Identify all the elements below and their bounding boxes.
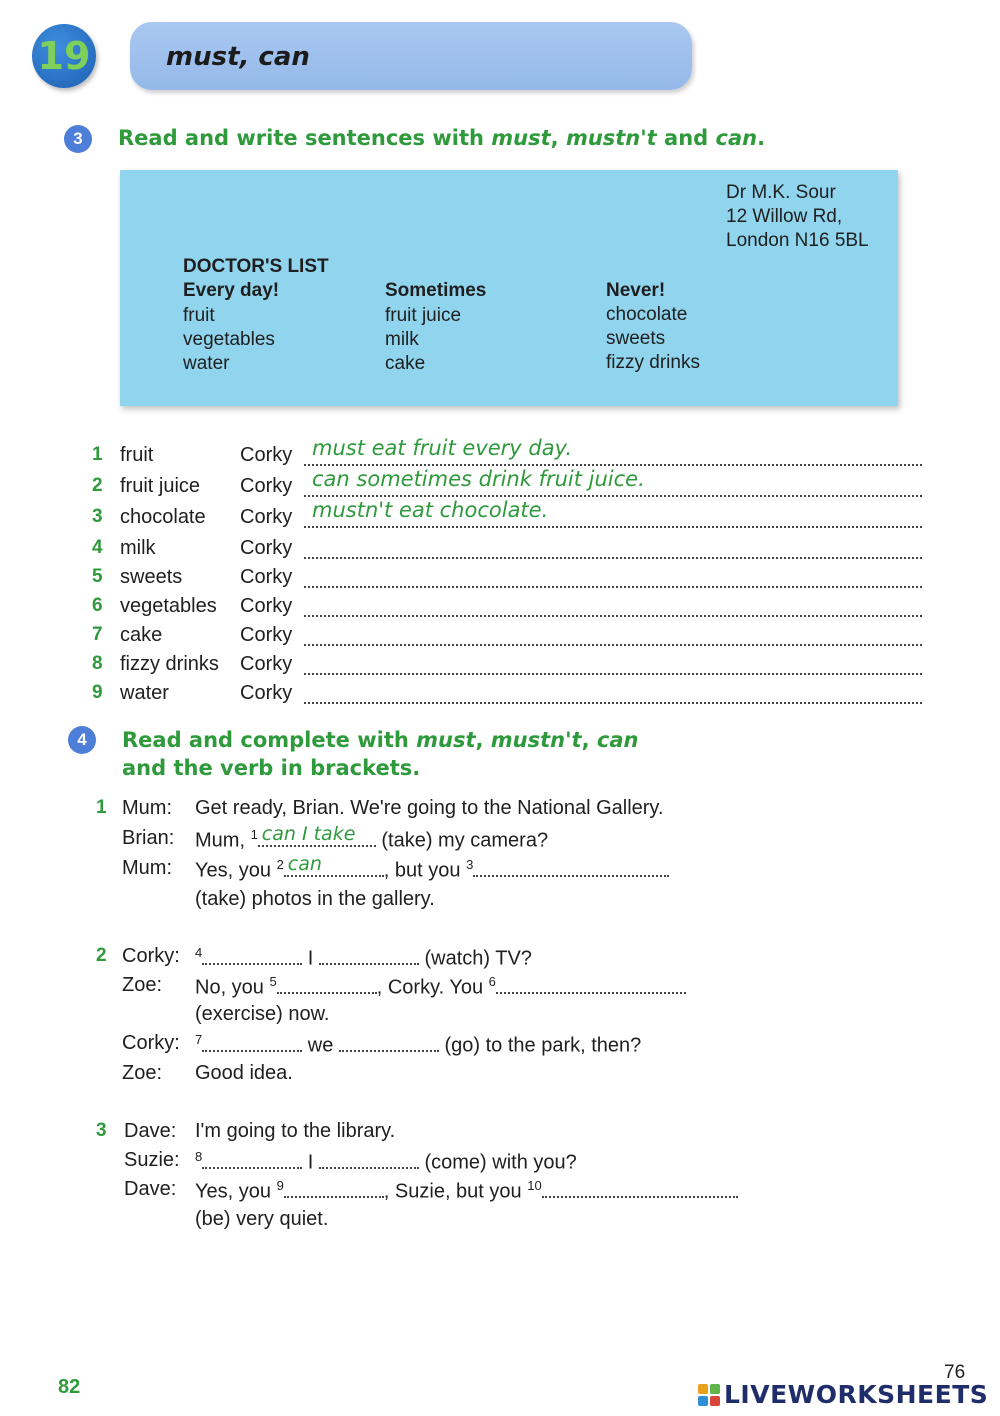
- dialogue-number: 2: [96, 945, 107, 966]
- dialogue-line: (take) photos in the gallery.: [195, 888, 435, 910]
- answer-gap[interactable]: [277, 976, 377, 994]
- dialogue-line: No, you $^5$ , Corky. You $^6$: [195, 974, 686, 1000]
- page-number: 82: [58, 1376, 81, 1398]
- list-item: sweets: [606, 328, 666, 349]
- list-item: vegetables: [183, 329, 275, 350]
- unit-title-bar: [130, 22, 692, 90]
- answer-gap[interactable]: [202, 1034, 302, 1052]
- answer-gap[interactable]: [473, 859, 669, 877]
- answer-line[interactable]: [304, 526, 922, 528]
- row-name: Corky: [240, 506, 293, 528]
- handwritten-answer: can: [287, 852, 322, 875]
- exercise-3-row: [92, 533, 922, 561]
- row-number: 6: [92, 595, 103, 616]
- exercise-3-row: [92, 562, 922, 590]
- dialogue-number: 1: [96, 797, 107, 818]
- row-word: vegetables: [120, 595, 217, 617]
- exercise-3-row: [92, 467, 922, 499]
- row-name: Corky: [240, 566, 293, 588]
- column-heading-sometimes: Sometimes: [385, 280, 487, 301]
- unit-title: must, can: [166, 42, 310, 72]
- speaker: Mum:: [122, 857, 172, 879]
- answer-line[interactable]: [304, 464, 922, 466]
- list-item: cake: [385, 353, 426, 374]
- answer-gap[interactable]: [319, 947, 419, 965]
- exercise-4-title: Read and complete with must, mustn't, can and the verb in brackets.: [122, 728, 639, 780]
- dialogue-line: (exercise) now.: [195, 1003, 330, 1025]
- row-name: Corky: [240, 624, 293, 646]
- doctors-list-heading: DOCTOR'S LIST: [183, 256, 329, 277]
- answer-gap[interactable]: [542, 1180, 738, 1198]
- answer-gap[interactable]: [496, 976, 686, 994]
- column-heading-every-day: Every day!: [183, 280, 280, 301]
- answer-line[interactable]: [304, 495, 922, 497]
- handwritten-answer: mustn't eat chocolate.: [312, 498, 549, 522]
- row-number: 2: [92, 475, 103, 496]
- answer-gap[interactable]: [202, 947, 302, 965]
- list-item: fizzy drinks: [606, 352, 700, 373]
- row-number: 1: [92, 444, 103, 465]
- dialogue-number: 3: [96, 1120, 107, 1141]
- answer-line[interactable]: [304, 615, 922, 617]
- address-line-3: London N16 5BL: [726, 230, 869, 251]
- row-name: Corky: [240, 444, 293, 466]
- answer-line[interactable]: [304, 673, 922, 675]
- row-name: Corky: [240, 595, 293, 617]
- speaker: Brian:: [122, 827, 175, 849]
- brand-name: LIVEWORKSHEETS: [724, 1380, 989, 1409]
- row-word: fruit juice: [120, 475, 201, 497]
- column-heading-never: Never!: [606, 280, 666, 301]
- exercise-3-row: [92, 591, 922, 619]
- worksheet-count: 76: [944, 1362, 966, 1383]
- answer-line[interactable]: [304, 644, 922, 646]
- exercise-3-row: [92, 620, 922, 648]
- answer-line[interactable]: [304, 557, 922, 559]
- dialogue-line: $^7$ we (go) to the park, then?: [195, 1032, 642, 1057]
- speaker: Mum:: [122, 797, 172, 819]
- list-item: fruit: [183, 305, 215, 326]
- exercise-3-title: Read and write sentences with must, mustn't and can.: [118, 126, 766, 150]
- row-number: 8: [92, 653, 103, 674]
- answer-gap[interactable]: [258, 822, 376, 847]
- address-line-1: Dr M.K. Sour: [726, 182, 836, 203]
- unit-number-badge: 19: [32, 24, 96, 88]
- answer-gap[interactable]: [339, 1034, 439, 1052]
- row-name: Corky: [240, 682, 293, 704]
- row-number: 4: [92, 537, 103, 558]
- answer-line[interactable]: [304, 702, 922, 704]
- row-word: sweets: [120, 566, 183, 588]
- exercise-3-row: [92, 649, 922, 677]
- row-number: 9: [92, 682, 103, 703]
- row-word: chocolate: [120, 506, 206, 528]
- speaker: Corky:: [122, 1032, 180, 1054]
- dialogue-line: $^4$ I (watch) TV?: [195, 945, 532, 970]
- row-name: Corky: [240, 653, 293, 675]
- dialogue-line: Yes, you $^9$ , Suzie, but you $^{10}$: [195, 1178, 738, 1204]
- dialogue-line: $^8$ I (come) with you?: [195, 1149, 577, 1174]
- dialogue-line: Yes, you $^2$ can , but you $^3$: [195, 857, 669, 883]
- list-item: water: [183, 353, 230, 374]
- exercise-3-row: [92, 436, 922, 468]
- dialogue-line: I'm going to the library.: [195, 1120, 396, 1142]
- address-line-2: 12 Willow Rd,: [726, 206, 843, 227]
- exercise-3-badge: 3: [64, 125, 92, 153]
- doctors-list-note: [120, 170, 898, 406]
- list-item: milk: [385, 329, 419, 350]
- row-word: water: [120, 682, 169, 704]
- row-word: fizzy drinks: [120, 653, 219, 675]
- liveworksheets-logo-icon: [698, 1384, 720, 1406]
- row-word: cake: [120, 624, 163, 646]
- list-item: chocolate: [606, 304, 688, 325]
- dialogue-line: Get ready, Brian. We're going to the National Gallery.: [195, 797, 664, 819]
- answer-line[interactable]: [304, 586, 922, 588]
- row-number: 3: [92, 506, 103, 527]
- speaker: Dave:: [124, 1120, 177, 1142]
- answer-gap[interactable]: [284, 852, 384, 877]
- answer-gap[interactable]: [202, 1151, 302, 1169]
- exercise-3-row: [92, 498, 922, 530]
- speaker: Corky:: [122, 945, 180, 967]
- row-word: milk: [120, 537, 156, 559]
- dialogue-line: Good idea.: [195, 1062, 293, 1084]
- row-name: Corky: [240, 537, 293, 559]
- exercise-3-row: [92, 678, 922, 706]
- speaker: Zoe:: [122, 1062, 163, 1084]
- handwritten-answer: must eat fruit every day.: [312, 436, 573, 460]
- row-number: 7: [92, 624, 103, 645]
- speaker: Dave:: [124, 1178, 177, 1200]
- dialogue-line: (be) very quiet.: [195, 1208, 329, 1230]
- row-name: Corky: [240, 475, 293, 497]
- speaker: Suzie:: [124, 1149, 180, 1171]
- list-item: fruit juice: [385, 305, 462, 326]
- exercise-4-badge: 4: [68, 726, 96, 754]
- speaker: Zoe:: [122, 974, 163, 996]
- handwritten-answer: can sometimes drink fruit juice.: [312, 467, 645, 491]
- row-number: 5: [92, 566, 103, 587]
- answer-gap[interactable]: [319, 1151, 419, 1169]
- row-word: fruit: [120, 444, 154, 466]
- dialogue-line: Mum, $^1$ can I take (take) my camera?: [195, 822, 549, 852]
- answer-gap[interactable]: [284, 1180, 384, 1198]
- handwritten-answer: can I take: [261, 822, 356, 845]
